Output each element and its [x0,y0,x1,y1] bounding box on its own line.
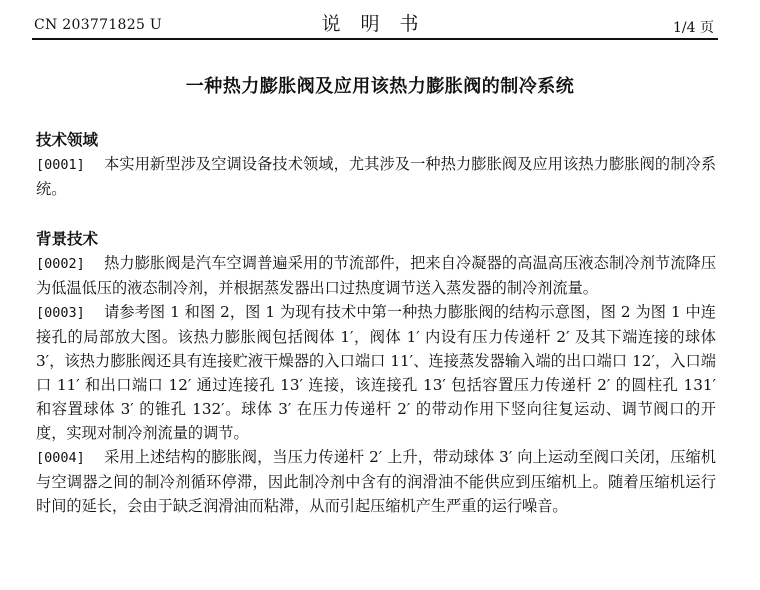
paragraph-number: [0001] [36,157,85,173]
section-heading-technical-field: 技术领域 [36,131,99,149]
paragraph-text: 请参考图 1 和图 2，图 1 为现有技术中第一种热力膨胀阀的结构示意图，图 2 为图 1 中连接孔的局部放大图。该热力膨胀阀包括阀体 1′，阀体 1′ 内设有压力传递杆 2′ 及其下端连接的球体 3′，该热力膨胀阀还具有连接贮液干燥器的入口端口 11′、连接蒸发器输入端的出口端口 12′，入口端口 11′ 和出口端口 12′ 通过连接孔 13′ 连接，该连接孔 13′ 包括容置压力传递杆 2′ 的圆柱孔 131′ 和容置球体 3′ 的锥孔 132′。球体 3′ 在压力传递杆 2′ 的带动作用下竖向往复运动、调节阀口的开度，实现对制冷剂流量的调节。 [36,303,716,442]
paragraph-0003 [36,300,716,445]
paragraph-text: 本实用新型涉及空调设备技术领域，尤其涉及一种热力膨胀阀及应用该热力膨胀阀的制冷系统。 [36,155,716,198]
publication-number: CN 203771825 U [34,17,163,33]
paragraph-text: 热力膨胀阀是汽车空调普遍采用的节流部件，把来自冷凝器的高温高压液态制冷剂节流降压为低温低压的液态制冷剂，并根据蒸发器出口过热度调节送入蒸发器的制冷剂流量。 [36,254,716,297]
paragraph-number: [0004] [36,450,85,466]
document-type: 说明书 [321,13,439,35]
paragraph-0002 [36,251,716,300]
section-heading-background: 背景技术 [36,230,99,248]
paragraph-text: 采用上述结构的膨胀阀，当压力传递杆 2′ 上升，带动球体 3′ 向上运动至阀口关闭，压缩机与空调器之间的制冷剂循环停滞，因此制冷剂中含有的润滑油不能供应到压缩机上。随着压缩机运行时间的延长，会由于缺乏润滑油而粘滞，从而引起压缩机产生严重的运行噪音。 [36,448,716,515]
paragraph-0001 [36,152,716,201]
paragraph-number: [0002] [36,256,85,272]
page-header [0,0,760,40]
document-body [36,128,716,518]
document-title: 一种热力膨胀阀及应用该热力膨胀阀的制冷系统 [185,76,575,97]
paragraph-0004 [36,445,716,518]
paragraph-number: [0003] [36,305,85,321]
page-indicator: 1/4 页 [673,20,714,36]
header-divider [32,38,718,40]
